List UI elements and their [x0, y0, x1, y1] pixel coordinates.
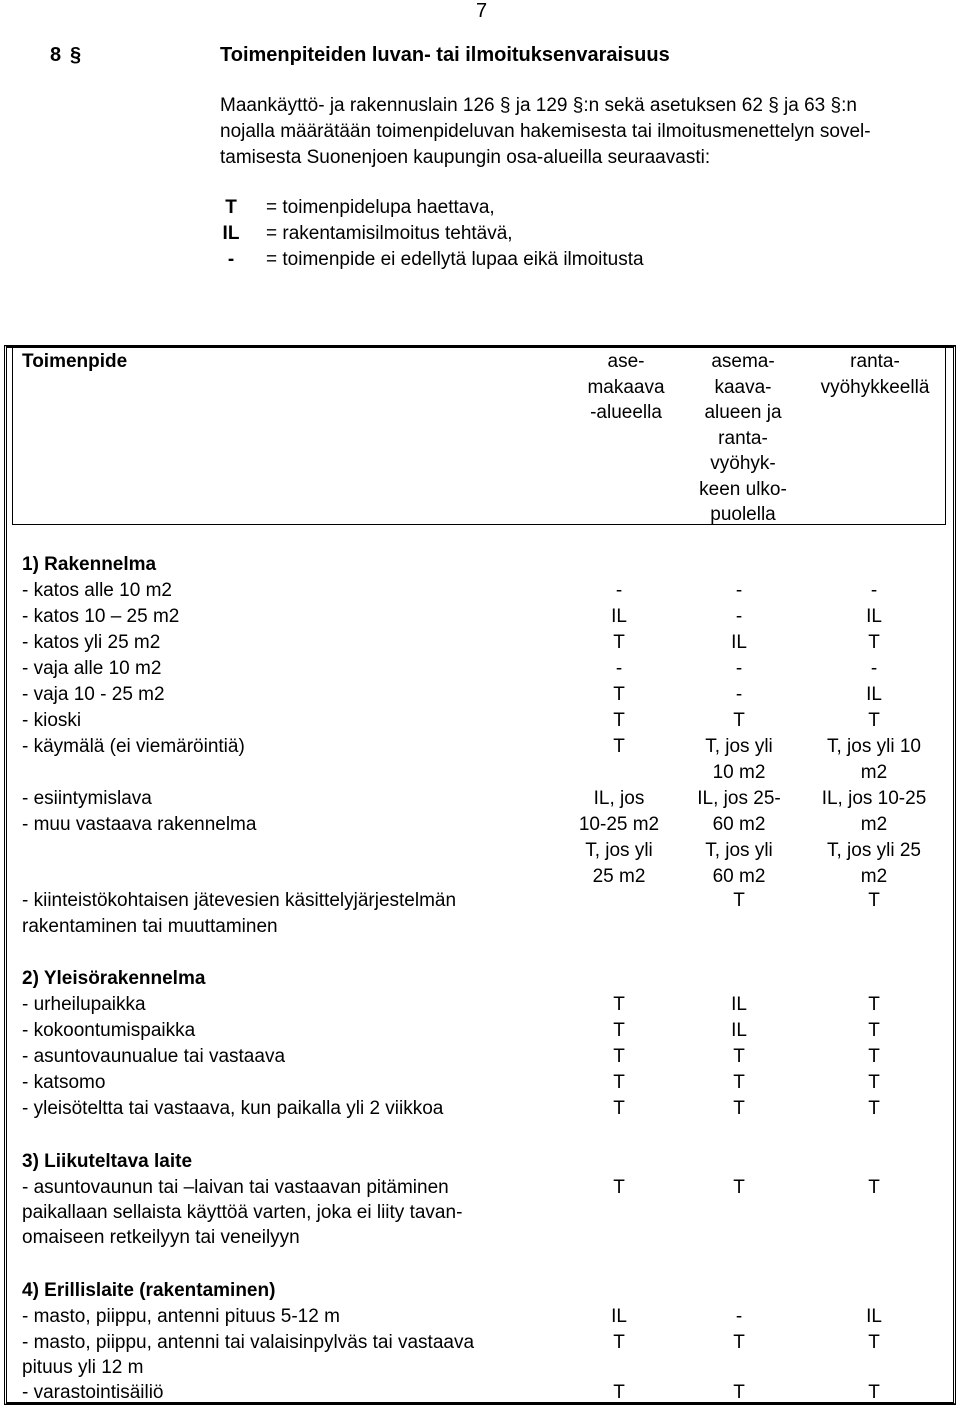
row-label: - vaja 10 - 25 m2 [22, 684, 165, 705]
cell-asemakaava: - [615, 580, 623, 601]
cell-line: T, jos yli [585, 840, 653, 861]
legend-desc: = rakentamisilmoitus tehtävä, [266, 223, 513, 244]
cell-line: 25 m2 [592, 866, 646, 887]
cell-ulkopuolella: T [733, 890, 745, 911]
cell-asemakaava: T [613, 1020, 625, 1041]
cell-line: 60 m2 [712, 814, 766, 835]
row-label: - varastointisäiliö [22, 1382, 164, 1403]
cell-ranta [800, 734, 948, 786]
group-title: 1) Rakennelma [22, 554, 157, 575]
cell-ulkopuolella [665, 786, 813, 890]
cell-ulkopuolella: IL [731, 632, 747, 653]
cell-ranta: T [868, 1177, 880, 1198]
legend-code: IL [222, 223, 240, 244]
header-line: ranta- [718, 427, 768, 449]
cell-ranta [800, 786, 948, 890]
cell-ranta: T [868, 1046, 880, 1067]
cell-asemakaava: T [613, 1046, 625, 1067]
cell-asemakaava: T [613, 994, 625, 1015]
intro-line: tamisesta Suonenjoen kaupungin osa-alueilla seuraavasti: [220, 147, 711, 168]
cell-ulkopuolella: IL [731, 1020, 747, 1041]
header-line: makaava [587, 376, 665, 398]
group-title: 3) Liikuteltava laite [22, 1151, 193, 1172]
header-line: ase- [607, 351, 645, 372]
section-number: 8 [50, 44, 62, 66]
cell-ranta: IL [866, 684, 882, 705]
cell-line: T, jos yli [705, 840, 773, 861]
row-label: omaiseen retkeilyyn tai veneilyyn [22, 1227, 300, 1248]
cell-line: IL, jos 10-25 [821, 788, 927, 809]
cell-ulkopuolella: - [735, 684, 743, 705]
header-line: asema- [711, 351, 775, 372]
cell-ranta: IL [866, 1306, 882, 1327]
cell-asemakaava: T [613, 1177, 625, 1198]
cell-line: T, jos yli [705, 736, 773, 757]
header-line: ranta- [850, 351, 900, 372]
cell-asemakaava: T [613, 684, 625, 705]
group-title: 4) Erillislaite (rakentaminen) [22, 1280, 276, 1301]
header-asemakaava [558, 349, 694, 426]
cell-ranta: T [868, 890, 880, 911]
section-symbol: § [70, 44, 82, 66]
cell-asemakaava: IL [611, 1306, 627, 1327]
cell-asemakaava: T [613, 632, 625, 653]
cell-ranta: T [868, 1332, 880, 1353]
row-label: rakentaminen tai muuttaminen [22, 916, 278, 937]
cell-ulkopuolella: IL [731, 994, 747, 1015]
row-label: - masto, piippu, antenni pituus 5-12 m [22, 1306, 340, 1327]
cell-asemakaava: T [613, 1098, 625, 1119]
row-label: - katos alle 10 m2 [22, 580, 172, 601]
cell-ranta: T [868, 710, 880, 731]
page-number: 7 [476, 0, 488, 22]
cell-ranta: - [870, 658, 878, 679]
cell-asemakaava: T [613, 736, 625, 757]
cell-line: m2 [860, 762, 888, 783]
header-asemakaava-ulkopuolella [676, 349, 810, 528]
cell-asemakaava: T [613, 1382, 625, 1403]
header-line: puolella [710, 504, 776, 525]
row-label: - urheilupaikka [22, 994, 146, 1015]
row-label: - yleisöteltta tai vastaava, kun paikalla yli 2 viikkoa [22, 1098, 444, 1119]
legend-desc: = toimenpidelupa haettava, [266, 197, 495, 218]
row-label: - käymälä (ei viemäröintiä) [22, 736, 245, 757]
cell-ulkopuolella: T [733, 1098, 745, 1119]
cell-ranta: T [868, 1020, 880, 1041]
cell-ranta: T [868, 1098, 880, 1119]
cell-ranta: T [868, 1072, 880, 1093]
section-title: Toimenpiteiden luvan- tai ilmoituksenvaraisuus [220, 44, 670, 66]
cell-ulkopuolella: T [733, 1177, 745, 1198]
cell-ranta: T [868, 994, 880, 1015]
row-label: - asuntovaunun tai –laivan tai vastaavan pitäminen [22, 1177, 449, 1198]
header-line: alueen ja [704, 402, 782, 423]
cell-ulkopuolella: T [733, 1072, 745, 1093]
header-line: keen ulko- [699, 478, 787, 500]
cell-line: T, jos yli 25 [827, 840, 921, 861]
cell-asemakaava: T [613, 1072, 625, 1093]
row-label: - katos yli 25 m2 [22, 632, 161, 653]
row-label: - kioski [22, 710, 82, 731]
cell-line: 60 m2 [712, 866, 766, 887]
header-line: vyöhykkeellä [820, 376, 930, 398]
cell-ulkopuolella: - [735, 580, 743, 601]
row-label: - asuntovaunualue tai vastaava [22, 1046, 286, 1067]
cell-line: m2 [860, 866, 888, 887]
row-label: - vaja alle 10 m2 [22, 658, 162, 679]
cell-line: 10 m2 [712, 762, 766, 783]
cell-ranta: T [868, 632, 880, 653]
row-label: - kiinteistökohtaisen jätevesien käsittelyjärjestelmän [22, 890, 457, 911]
cell-ranta: IL [866, 606, 882, 627]
group-title: 2) Yleisörakennelma [22, 968, 206, 989]
header-line: vyöhyk- [710, 453, 776, 474]
cell-ulkopuolella: T [733, 1046, 745, 1067]
cell-asemakaava: - [615, 658, 623, 679]
legend-code: - [227, 249, 235, 270]
header-line: kaava- [714, 376, 772, 398]
row-label: - katsomo [22, 1072, 106, 1093]
header-rantavyohykkeella [800, 349, 950, 400]
row-label: - masto, piippu, antenni tai valaisinpylväs tai vastaava [22, 1332, 475, 1353]
cell-ulkopuolella: - [735, 658, 743, 679]
cell-ulkopuolella: T [733, 1332, 745, 1353]
header-line: -alueella [590, 402, 662, 423]
cell-line: T, jos yli 10 [827, 736, 921, 757]
cell-line: 10-25 m2 [578, 814, 660, 835]
cell-ulkopuolella: T [733, 710, 745, 731]
intro-paragraph [220, 93, 940, 171]
cell-ulkopuolella: T [733, 1382, 745, 1403]
cell-ulkopuolella: - [735, 1306, 743, 1327]
row-label: paikallaan sellaista käyttöä varten, joka ei liity tavan- [22, 1202, 463, 1223]
cell-ulkopuolella [665, 734, 813, 786]
row-label: - kokoontumispaikka [22, 1020, 196, 1041]
cell-line: IL, jos 25- [697, 788, 781, 809]
cell-ulkopuolella: - [735, 606, 743, 627]
legend-desc: = toimenpide ei edellytä lupaa eikä ilmoitusta [266, 249, 644, 270]
header-toimenpide: Toimenpide [22, 351, 128, 372]
cell-asemakaava: T [613, 1332, 625, 1353]
intro-line: nojalla määrätään toimenpideluvan hakemisesta tai ilmoitusmenettelyn sovel- [220, 121, 871, 142]
row-label: pituus yli 12 m [22, 1357, 144, 1378]
cell-asemakaava: T [613, 710, 625, 731]
row-label: - muu vastaava rakennelma [22, 814, 257, 835]
cell-asemakaava: IL [611, 606, 627, 627]
cell-line: IL, jos [593, 788, 645, 809]
cell-line: m2 [860, 814, 888, 835]
cell-ranta: T [868, 1382, 880, 1403]
row-label: - katos 10 – 25 m2 [22, 606, 180, 627]
cell-ranta: - [870, 580, 878, 601]
row-label: - esiintymislava [22, 788, 152, 809]
legend-code: T [225, 197, 237, 218]
intro-line: Maankäyttö- ja rakennuslain 126 § ja 129 §:n sekä asetuksen 62 § ja 63 §:n [220, 95, 857, 116]
